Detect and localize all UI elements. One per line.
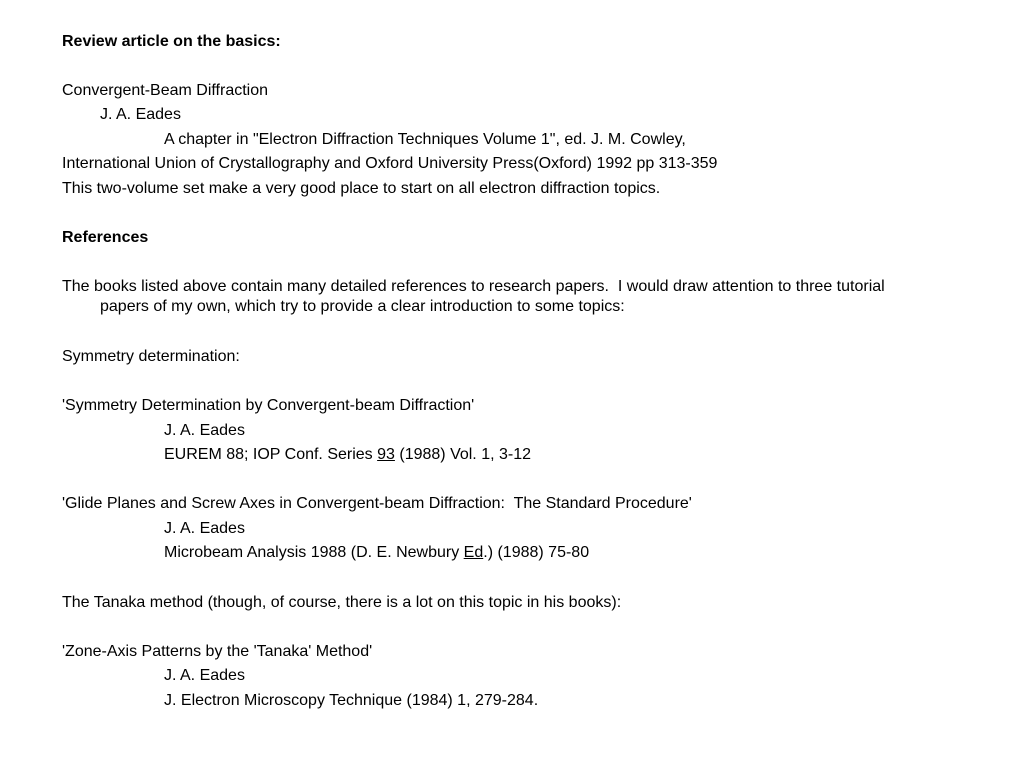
- review-author: J. A. Eades: [100, 106, 181, 123]
- paper3-title: 'Zone-Axis Patterns by the 'Tanaka' Method': [62, 643, 373, 660]
- paper2-source: [164, 543, 589, 563]
- tanaka-heading: The Tanaka method (though, of course, there is a lot on this topic in his books):: [62, 594, 622, 611]
- review-comment: This two-volume set make a very good place to start on all electron diffraction topics.: [62, 180, 661, 197]
- intro-line-2: papers of my own, which try to provide a clear introduction to some topics:: [100, 298, 625, 315]
- paper1-source: [164, 445, 531, 465]
- paper2-author: J. A. Eades: [164, 520, 245, 537]
- paper2-source-pre: Microbeam Analysis 1988 (D. E. Newbury: [164, 544, 464, 561]
- review-title: Convergent-Beam Diffraction: [62, 82, 269, 99]
- paper3-author: J. A. Eades: [164, 667, 245, 684]
- intro-line-1: The books listed above contain many detailed references to research papers. I would draw attention to three tutorial: [62, 278, 885, 295]
- paper1-volume: 93: [377, 446, 395, 463]
- paper2-source-post: .) (1988) 75-80: [483, 544, 590, 561]
- references-heading: References: [62, 229, 149, 246]
- paper2-editor-abbrev: Ed: [463, 544, 484, 561]
- paper3-source: J. Electron Microscopy Technique (1984) 1, 279-284.: [164, 692, 539, 709]
- paper2-title: 'Glide Planes and Screw Axes in Convergent-beam Diffraction: The Standard Procedure': [62, 495, 692, 512]
- paper1-author: J. A. Eades: [164, 422, 245, 439]
- review-heading: Review article on the basics:: [62, 33, 281, 50]
- paper1-source-post: (1988) Vol. 1, 3-12: [394, 446, 532, 463]
- review-chapter: A chapter in "Electron Diffraction Techniques Volume 1", ed. J. M. Cowley,: [164, 131, 686, 148]
- paper1-source-pre: EUREM 88; IOP Conf. Series: [164, 446, 378, 463]
- paper1-title: 'Symmetry Determination by Convergent-beam Diffraction': [62, 397, 475, 414]
- symmetry-heading: Symmetry determination:: [62, 348, 240, 365]
- review-publisher: International Union of Crystallography and Oxford University Press(Oxford) 1992 pp 313-359: [62, 155, 718, 172]
